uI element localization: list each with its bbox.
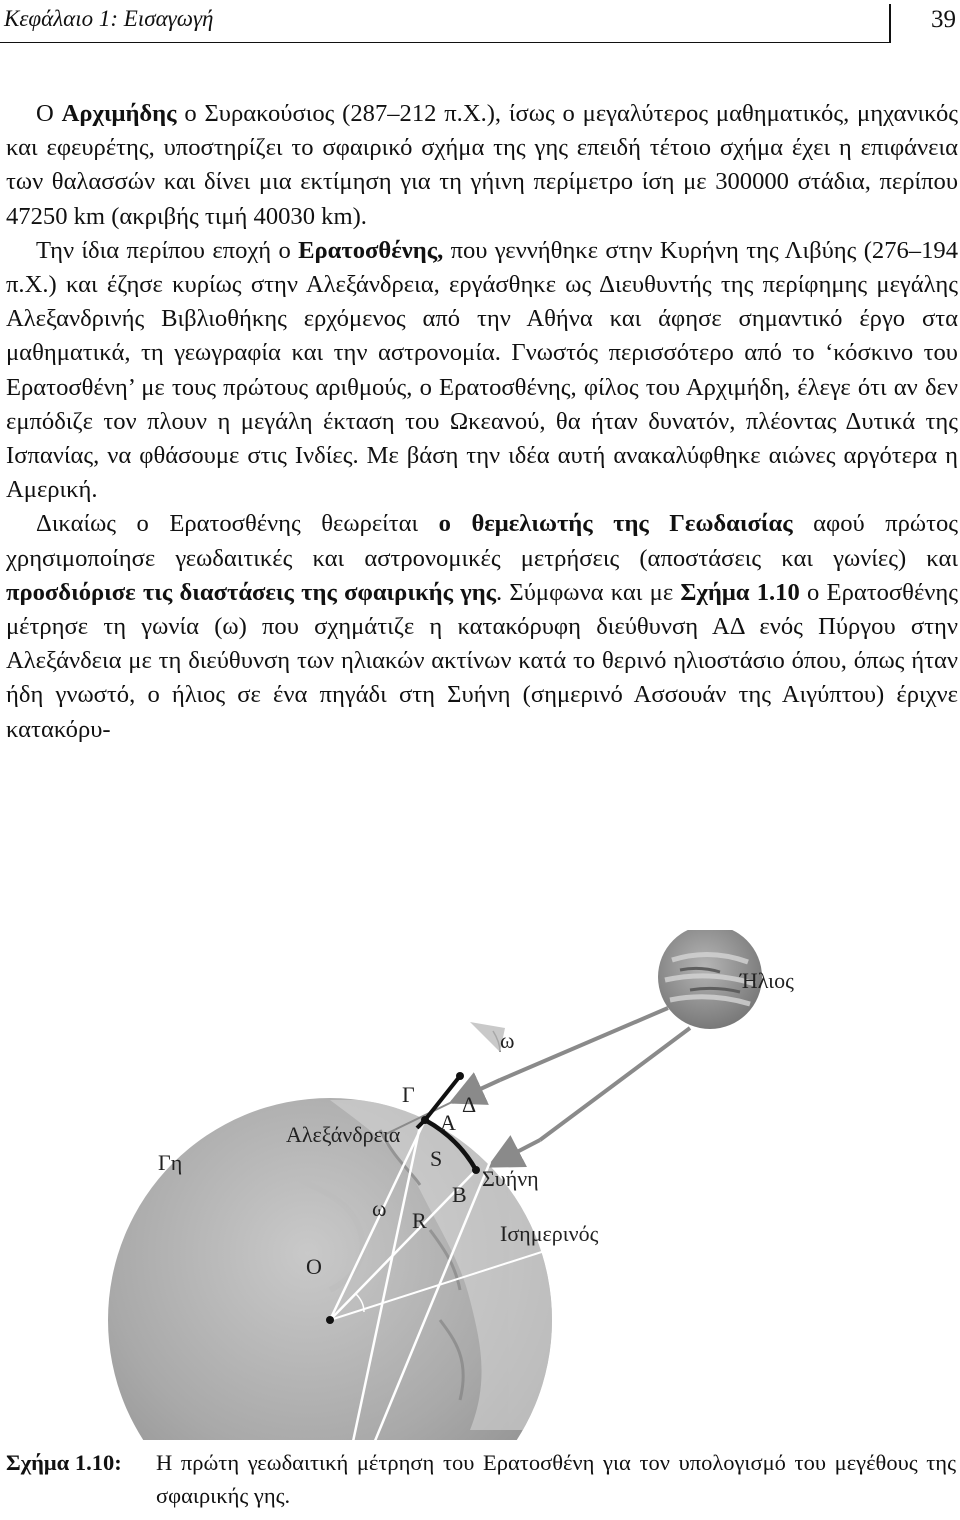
label-gamma: Γ (402, 1082, 415, 1107)
page-number: 39 (931, 6, 956, 33)
sun-ray-lower (540, 1028, 690, 1140)
point-b (472, 1166, 480, 1174)
label-omega-top: ω (500, 1028, 515, 1053)
label-s: S (430, 1146, 443, 1171)
label-alpha: Α (440, 1110, 456, 1135)
caption-label: Σχήμα 1.10: (6, 1450, 122, 1475)
name-eratosthenes: Ερατοσθένης, (298, 236, 444, 264)
label-alexandria: Αλεξάνδρεια (286, 1122, 401, 1147)
paragraph-archimedes: Ο Αρχιμήδης ο Συρακούσιος (287–212 π.Χ.), ίσως ο μεγαλύτερος μαθηματικός, μηχανικός και εφευρέτης, υποστηρίζει το σφαιρικό σχήμα της γης επειδή τέτοιο σχήμα έχει η επιφάνεια των θαλασσών και δίνει μια εκτίμηση για τη γήινη περίμετρο ίση με 300000 στάδια, περίπου 47250 km (ακριβής τιμή 40030 km). (6, 100, 958, 230)
label-syene: Συήνη (482, 1166, 539, 1191)
point-a (421, 1116, 429, 1124)
caption-text: Η πρώτη γεωδαιτική μέτρηση του Ερατοσθένη για τον υπολογισμό του μεγέθους της σφαιρικής γης. (156, 1450, 956, 1508)
emphasis-dimensions: προσδιόρισε τις διαστάσεις της σφαιρικής γης (6, 578, 497, 606)
paragraph-geodesy: Δικαίως ο Ερατοσθένης θεωρείται ο θεμελιωτής της Γεωδαισίας αφού πρώτος χρησιμοποίησε γεωδαιτικές και αστρονομικές μετρήσεις (αποστάσεις και γωνίες) και προσδιόρισε τις διαστάσεις της σφαιρικής γης. Σύμφωνα και με Σχήμα 1.10 ο Ερατοσθένης μέτρησε τη γωνία (ω) που σχημάτιζε η κατακόρυφη διεύθυνση ΑΔ ενός Πύργου στην Αλεξάνδεια με τη διεύθυνση των ηλιακών ακτίνων κατά το θερινό ηλιοστάσιο όπου, όπως ήταν ήδη γνωστό, ο ήλιος σε ένα πηγάδι στη Συήνη (σημερινό Ασσουάν της Αιγύπτου) έριχνε κατακόρυ- (6, 510, 959, 743)
name-archimedes: Αρχιμήδης (61, 100, 177, 127)
label-sun: Ήλιος (740, 968, 794, 993)
figure-reference: Σχήμα 1.10 (680, 578, 800, 606)
label-earth: Γη (158, 1150, 183, 1175)
label-origin: Ο (306, 1254, 322, 1279)
label-omega-centre: ω (372, 1196, 387, 1221)
page-header (0, 0, 960, 46)
label-delta: Δ (462, 1092, 477, 1117)
label-equator: Ισημερινός (500, 1221, 599, 1246)
header-rule (0, 42, 890, 43)
figure-diagram (0, 930, 960, 1440)
figure-eratosthenes (0, 930, 960, 1440)
sun-ray-lower-arrow (490, 1140, 540, 1166)
paragraph-eratosthenes: Την ίδια περίπου εποχή ο Ερατοσθένης, που γεννήθηκε στην Κυρήνη της Λιβύης (276–194 π.Χ.) και έζησε κυρίως στην Αλεξάνδρεια, εργάσθηκε ως Διευθυντής της περίφημης μεγάλης Αλεξανδρινής Βιβλιοθήκης ερχόμενος από την Αθήνα και άφησε σημαντικό έργο στα μαθηματικά, τη γεωγραφία και την αστρονομία. Γνωστός περισσότερο από το ‘κόσκινο του Ερατοσθένη’ με τους πρώτους αριθμούς, ο Ερατοσθένης, φίλος του Αρχιμήδη, έλεγε ότι αν δεν εμπόδιζε τον πλουν η μεγάλη έκταση του Ωκεανού, θα ήταν δυνατόν, πλέοντας Δυτικά της Ισπανίας, να φθάσουμε στις Ινδίες. Με βάση την ιδέα αυτή ανακαλύφθηκε αιώνες αργότερα η Αμερική. (6, 236, 958, 504)
label-beta: Β (452, 1182, 467, 1207)
point-o (326, 1316, 334, 1324)
chapter-title: Κεφάλαιο 1: Εισαγωγή (4, 6, 214, 31)
body-text (6, 97, 958, 747)
header-separator (889, 4, 891, 43)
sun-ray-upper (500, 1008, 668, 1080)
point-delta (456, 1072, 464, 1080)
figure-caption (6, 1446, 956, 1512)
label-r: R (412, 1208, 427, 1233)
emphasis-founder: ο θεμελιωτής της Γεωδαισίας (438, 510, 793, 538)
